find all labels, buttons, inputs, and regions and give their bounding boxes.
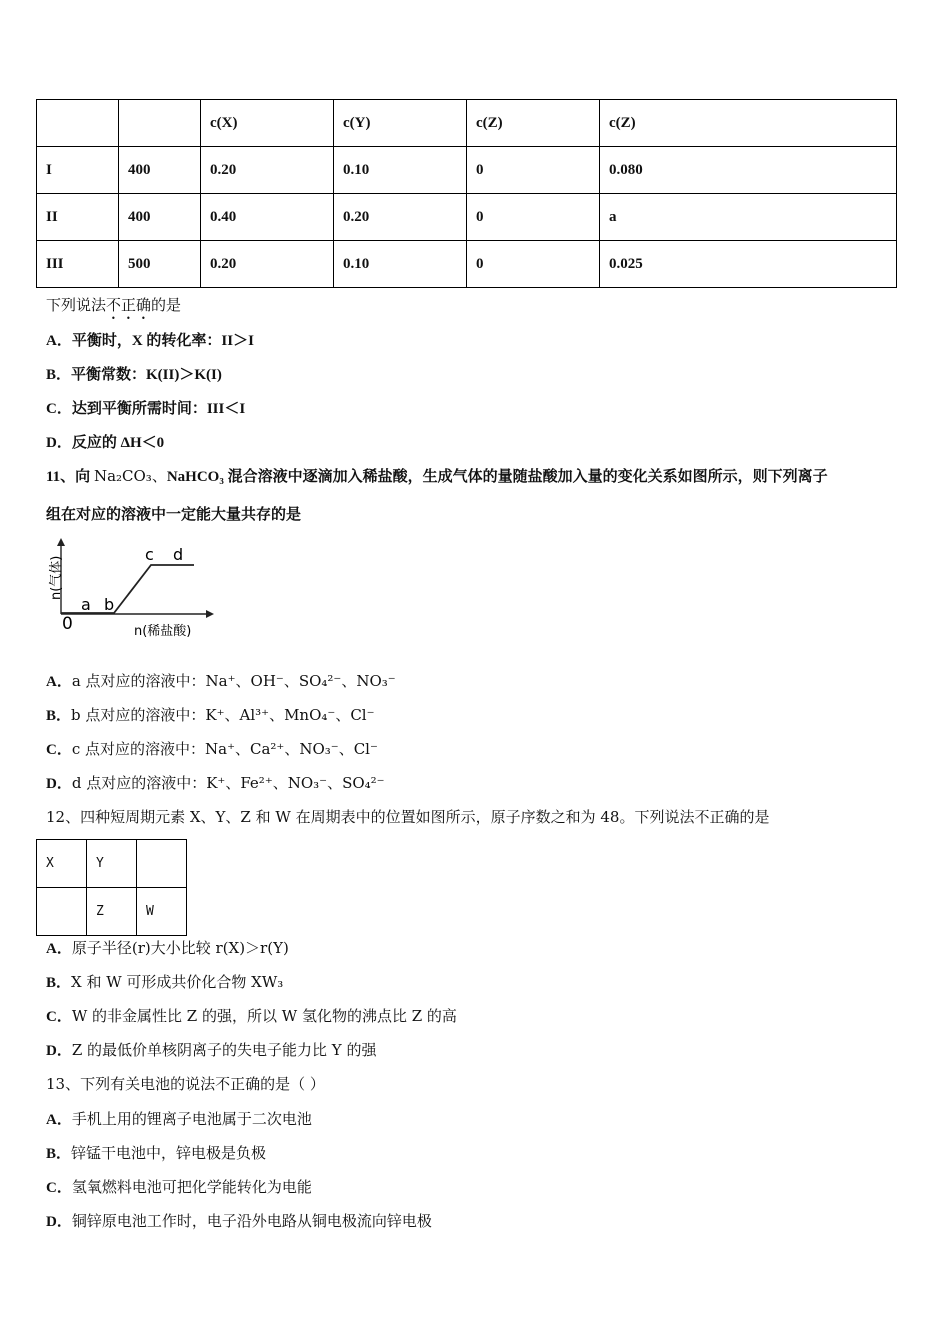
table-cell xyxy=(37,100,119,147)
q11-formula-na2co3: Na₂CO₃ xyxy=(93,467,152,485)
option-text: 氢氧燃料电池可把化学能转化为电能 xyxy=(71,1178,312,1196)
q10-stem-emphasis: 不正确 xyxy=(106,296,152,314)
x-axis-arrow-icon xyxy=(206,610,214,618)
table-cell: 0.025 xyxy=(600,241,897,288)
option-text: W 的非金属性比 Z 的强，所以 W 氢化物的沸点比 Z 的高 xyxy=(71,1007,457,1025)
table-cell: 400 xyxy=(119,194,201,241)
q13-option-b xyxy=(46,1142,266,1163)
table-row xyxy=(37,241,897,288)
gas-vs-acid-graph xyxy=(44,536,219,644)
option-text: X 和 W 可形成共价化合物 XW₃ xyxy=(71,973,284,991)
option-label: B． xyxy=(46,367,72,383)
option-label: B． xyxy=(46,708,72,724)
option-label: A． xyxy=(46,941,72,957)
q11-stem-start: 11、向 xyxy=(46,469,94,485)
q13-option-c xyxy=(46,1176,312,1197)
q11-separator: 、 xyxy=(151,467,167,485)
table-cell: 0.20 xyxy=(201,147,334,194)
table-cell: c(Z) xyxy=(600,100,897,147)
q11-stem-rest: 混合溶液中逐滴加入稀盐酸，生成气体的量随盐酸加入量的变化关系如图所示，则下列离子 xyxy=(223,469,828,485)
q12-option-b xyxy=(46,971,283,992)
table-cell: I xyxy=(37,147,119,194)
option-text: 平衡常数：K(II)＞K(I) xyxy=(71,367,222,383)
option-text: Z 的最低价单核阴离子的失电子能力比 Y 的强 xyxy=(71,1041,377,1059)
table-cell: c(Y) xyxy=(334,100,467,147)
option-label: C． xyxy=(46,742,72,758)
origin-label: 0 xyxy=(62,614,73,634)
q13-option-a xyxy=(46,1108,312,1129)
table-cell: 0.080 xyxy=(600,147,897,194)
q13-stem: 13、下列有关电池的说法不正确的是（ ） xyxy=(46,1075,325,1093)
grid-cell: X xyxy=(37,840,87,888)
q10-option-c xyxy=(46,397,245,418)
option-text: c 点对应的溶液中：Na⁺、Ca²⁺、NO₃⁻、Cl⁻ xyxy=(71,740,378,758)
option-text: 平衡时，X 的转化率：II＞I xyxy=(71,333,254,349)
table-cell: 500 xyxy=(119,241,201,288)
periodic-position-grid xyxy=(36,839,187,936)
table-cell: 0 xyxy=(467,241,600,288)
option-text: b 点对应的溶液中：K⁺、Al³⁺、MnO₄⁻、Cl⁻ xyxy=(71,706,375,724)
option-label: A． xyxy=(46,674,72,690)
option-label: D． xyxy=(46,1214,72,1230)
q11-option-d xyxy=(46,772,385,793)
option-label: B． xyxy=(46,975,72,991)
option-label: D． xyxy=(46,1043,72,1059)
q11-stem-line2: 组在对应的溶液中一定能大量共存的是 xyxy=(46,505,302,523)
table-cell: c(X) xyxy=(201,100,334,147)
q10-option-a xyxy=(46,329,254,350)
option-label: D． xyxy=(46,776,72,792)
option-text: 手机上用的锂离子电池属于二次电池 xyxy=(71,1110,312,1128)
option-label: D． xyxy=(46,435,72,451)
q12-option-a xyxy=(46,937,289,958)
table-cell: II xyxy=(37,194,119,241)
grid-cell xyxy=(37,888,87,936)
equilibrium-data-table xyxy=(36,99,897,288)
option-text: 达到平衡所需时间：III＜I xyxy=(71,401,246,417)
y-axis-label: n(气体) xyxy=(49,555,64,600)
table-cell xyxy=(119,100,201,147)
table-cell: 0.10 xyxy=(334,147,467,194)
option-text: 锌锰干电池中，锌电极是负极 xyxy=(71,1144,267,1162)
table-cell: 0.40 xyxy=(201,194,334,241)
table-cell: 400 xyxy=(119,147,201,194)
option-label: B． xyxy=(46,1146,72,1162)
q12-option-d xyxy=(46,1039,376,1060)
option-label: C． xyxy=(46,401,72,417)
y-axis-arrow-icon xyxy=(57,538,65,546)
option-text: 铜锌原电池工作时，电子沿外电路从铜电极流向锌电极 xyxy=(71,1212,432,1230)
point-c-label: c xyxy=(145,545,154,564)
point-b-label: b xyxy=(104,595,115,614)
option-text: 原子半径(r)大小比较 r(X)＞r(Y) xyxy=(71,939,289,957)
q11-option-c xyxy=(46,738,378,759)
option-label: C． xyxy=(46,1009,72,1025)
table-cell: III xyxy=(37,241,119,288)
option-label: A． xyxy=(46,333,72,349)
table-row xyxy=(37,194,897,241)
option-text: 反应的 ΔH＜0 xyxy=(71,435,165,451)
grid-cell: Y xyxy=(87,840,137,888)
q11-formula-nahco3: NaHCO₃ xyxy=(166,469,224,485)
q12-stem: 12、四种短周期元素 X、Y、Z 和 W 在周期表中的位置如图所示，原子序数之和为 48。下列说法不正确的是 xyxy=(46,808,770,826)
q11-option-a xyxy=(46,670,396,691)
q11-stem-line1 xyxy=(46,465,828,486)
table-header-row xyxy=(37,100,897,147)
q10-option-d xyxy=(46,431,164,452)
q10-stem-suffix: 的是 xyxy=(151,296,182,314)
table-cell: c(Z) xyxy=(467,100,600,147)
table-cell: a xyxy=(600,194,897,241)
option-text: a 点对应的溶液中：Na⁺、OH⁻、SO₄²⁻、NO₃⁻ xyxy=(71,672,396,690)
grid-row xyxy=(37,888,187,936)
grid-cell: Z xyxy=(87,888,137,936)
table-cell: 0.20 xyxy=(201,241,334,288)
point-d-label: d xyxy=(173,545,184,564)
grid-cell xyxy=(137,840,187,888)
table-row xyxy=(37,147,897,194)
x-axis-label: n(稀盐酸) xyxy=(134,624,192,639)
table-cell: 0 xyxy=(467,194,600,241)
option-label: A． xyxy=(46,1112,72,1128)
table-cell: 0.10 xyxy=(334,241,467,288)
grid-row xyxy=(37,840,187,888)
option-text: d 点对应的溶液中：K⁺、Fe²⁺、NO₃⁻、SO₄²⁻ xyxy=(71,774,385,792)
option-label: C． xyxy=(46,1180,72,1196)
q13-option-d xyxy=(46,1210,432,1231)
q10-option-b xyxy=(46,363,222,384)
point-a-label: a xyxy=(81,595,91,614)
q10-stem-prefix: 下列说法 xyxy=(46,296,107,314)
table-cell: 0 xyxy=(467,147,600,194)
q12-option-c xyxy=(46,1005,457,1026)
grid-cell: W xyxy=(137,888,187,936)
table-cell: 0.20 xyxy=(334,194,467,241)
q10-stem xyxy=(46,294,181,323)
q11-option-b xyxy=(46,704,375,725)
